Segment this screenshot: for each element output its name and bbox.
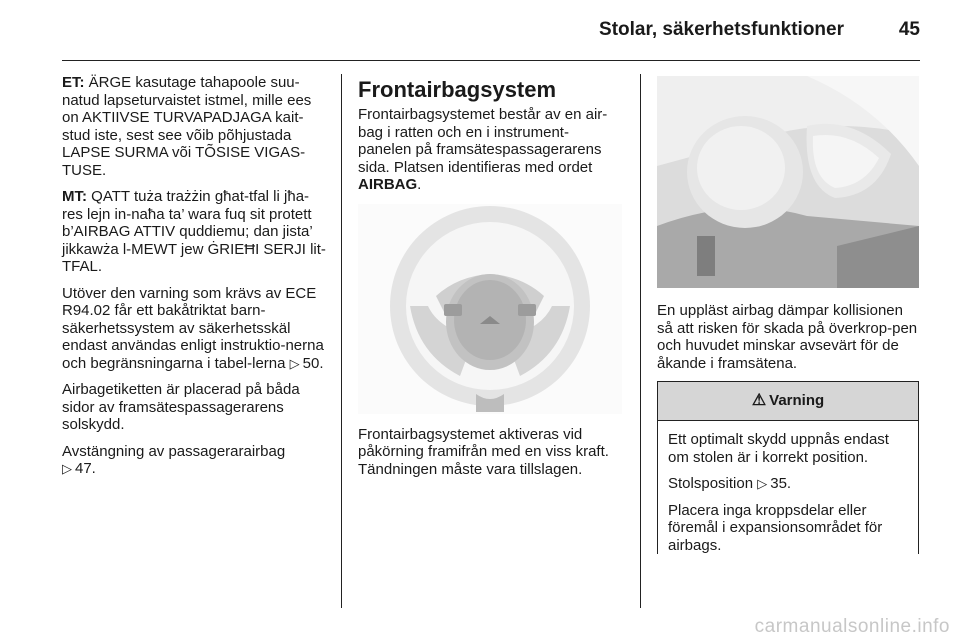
airbag-caption: En uppläst airbag dämpar kollisionen så att risken för skada på överkrop-pen och huvudet minskar avsevärt för de åkande i framsätena. bbox=[657, 302, 918, 372]
page-reference-icon: ▷ bbox=[289, 355, 300, 371]
paragraph-label-location: Airbagetiketten är placerad på båda sidor av framsätespassagerarens solskydd. bbox=[62, 381, 300, 433]
column-left bbox=[62, 74, 326, 487]
page-reference[interactable]: 47. bbox=[75, 460, 96, 477]
column-divider bbox=[640, 74, 641, 608]
paragraph-mt bbox=[62, 188, 326, 276]
intro-text: Frontairbagsystemet består av en air-bag i ratten och en i instrument-panelen på framsätespassagerarens sida. Platsen identifieras med ordet bbox=[358, 106, 608, 176]
page-reference[interactable]: 35. bbox=[770, 475, 792, 492]
page-number: 45 bbox=[898, 19, 920, 40]
header-title: Stolar, säkerhetsfunktioner bbox=[599, 19, 844, 40]
column-divider bbox=[341, 74, 342, 608]
warning-seat-reference bbox=[668, 475, 908, 493]
paragraph-deactivation bbox=[62, 443, 326, 478]
section-heading: Frontairbagsystem bbox=[358, 77, 557, 102]
lang-code-mt: MT: bbox=[62, 188, 87, 205]
paragraph-text: ÄRGE kasutage tahapoole suu-natud lapseturvaistet istmel, mille ees on AKTIIVSE TURVAPADJAGA kait-stud iste, sest see võib põhjustada LAPSE SURMA või TÕSISE VIGAS-TUSE. bbox=[62, 74, 312, 179]
column-right bbox=[657, 74, 919, 554]
deployed-airbag-figure bbox=[657, 76, 919, 288]
steering-wheel-figure bbox=[358, 204, 622, 414]
warning-box bbox=[657, 381, 919, 554]
warning-text: Ett optimalt skydd uppnås endast om stolen är i korrekt position. bbox=[668, 431, 889, 466]
page-reference[interactable]: 50. bbox=[302, 354, 324, 372]
activation-paragraph: Frontairbagsystemet aktiveras vid påkörning framifrån med en viss kraft. Tändningen måste vara tillslagen. bbox=[358, 425, 609, 478]
warning-triangle-icon: ⚠ bbox=[751, 392, 767, 409]
page-header bbox=[62, 0, 920, 61]
page-reference-icon: ▷ bbox=[757, 476, 768, 491]
watermark: carmanualsonline.info bbox=[754, 616, 950, 637]
paragraph-regulation bbox=[62, 285, 326, 373]
warning-text: Placera inga kroppsdelar eller föremål i expansionsområdet för airbags. bbox=[668, 501, 883, 554]
warning-title: Varning bbox=[769, 392, 825, 409]
paragraph-text: QATT tuża trażżin għat-tfal li jħa-res lejn in-naħa ta’ wara fuq sit protett b’AIRBAG ATTIV quddiemu; dan jista’ jikkawża l-MEWT jew ĠRIEĦI SERJI lit-TFAL. bbox=[62, 188, 326, 275]
lang-code-et: ET: bbox=[62, 74, 85, 91]
airbag-keyword: AIRBAG bbox=[358, 176, 418, 193]
column-middle bbox=[358, 74, 622, 487]
warning-body bbox=[658, 421, 918, 554]
paragraph-text: Utöver den varning som krävs av ECE R94.02 får ett bakåtriktat barn-säkerhetssystem av säkerhetsskäl endast användas enligt instruktio-nerna och begränsningarna i tabel-lerna bbox=[62, 284, 324, 372]
intro-end: . bbox=[417, 176, 422, 193]
warning-header bbox=[658, 382, 918, 421]
paragraph-text: Avstängning av passagerarairbag bbox=[62, 442, 286, 460]
paragraph-et bbox=[62, 74, 326, 179]
intro-paragraph bbox=[358, 106, 622, 194]
warning-text: Stolsposition bbox=[668, 475, 754, 492]
page-reference-icon: ▷ bbox=[62, 461, 72, 476]
